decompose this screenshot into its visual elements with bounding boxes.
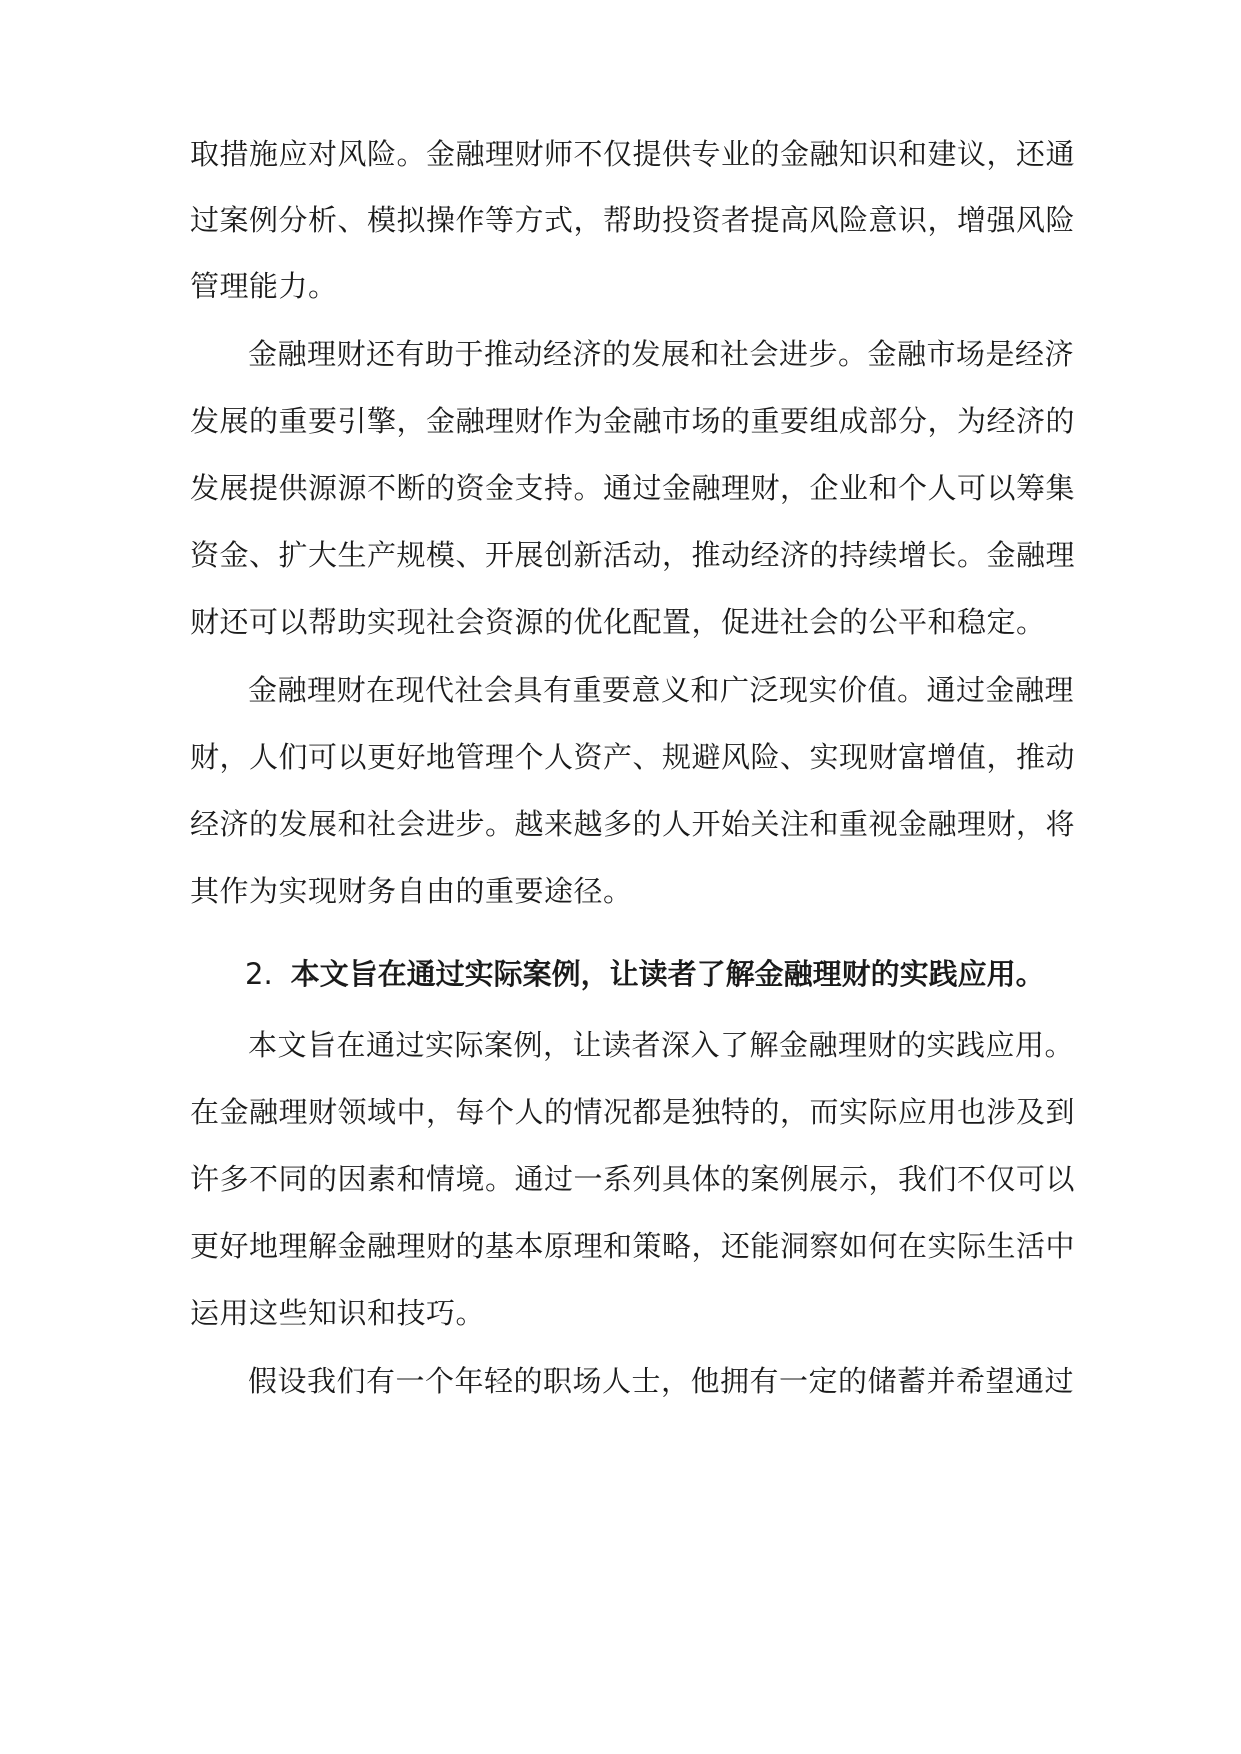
paragraph-b-line-4: 资金、扩大生产规模、开展创新活动，推动经济的持续增长。金融理 <box>190 538 1076 572</box>
paragraph-b-line-2: 发展的重要引擎，金融理财作为金融市场的重要组成部分，为经济的 <box>190 404 1076 438</box>
paragraph-d-line-4: 更好地理解金融理财的基本原理和策略，还能洞察如何在实际生活中 <box>190 1229 1076 1263</box>
section-heading <box>245 954 1065 994</box>
section-number: 2. <box>245 957 273 991</box>
paragraph-d-line-1: 本文旨在通过实际案例，让读者深入了解金融理财的实践应用。 <box>248 1028 1075 1062</box>
paragraph-c-line-3: 经济的发展和社会进步。越来越多的人开始关注和重视金融理财，将 <box>190 807 1076 841</box>
paragraph-e-line-1: 假设我们有一个年轻的职场人士，他拥有一定的储蓄并希望通过 <box>248 1364 1075 1398</box>
paragraph-c-line-1: 金融理财在现代社会具有重要意义和广泛现实价值。通过金融理 <box>248 673 1075 707</box>
paragraph-a-line-2: 过案例分析、模拟操作等方式，帮助投资者提高风险意识，增强风险 <box>190 203 1076 237</box>
paragraph-c-line-4: 其作为实现财务自由的重要途径。 <box>190 874 633 908</box>
paragraph-d-line-3: 许多不同的因素和情境。通过一系列具体的案例展示，我们不仅可以 <box>190 1162 1076 1196</box>
paragraph-b-line-3: 发展提供源源不断的资金支持。通过金融理财，企业和个人可以筹集 <box>190 471 1076 505</box>
paragraph-a-line-1: 取措施应对风险。金融理财师不仅提供专业的金融知识和建议，还通 <box>190 137 1076 171</box>
paragraph-c-line-2: 财，人们可以更好地管理个人资产、规避风险、实现财富增值，推动 <box>190 740 1076 774</box>
paragraph-d-line-5: 运用这些知识和技巧。 <box>190 1296 486 1330</box>
section-title: 本文旨在通过实际案例，让读者了解金融理财的实践应用。 <box>290 957 1045 991</box>
paragraph-b-line-5: 财还可以帮助实现社会资源的优化配置，促进社会的公平和稳定。 <box>190 605 1046 639</box>
paragraph-b-line-1: 金融理财还有助于推动经济的发展和社会进步。金融市场是经济 <box>248 337 1075 371</box>
paragraph-a-line-3: 管理能力。 <box>190 269 338 303</box>
paragraph-d-line-2: 在金融理财领域中，每个人的情况都是独特的，而实际应用也涉及到 <box>190 1095 1076 1129</box>
